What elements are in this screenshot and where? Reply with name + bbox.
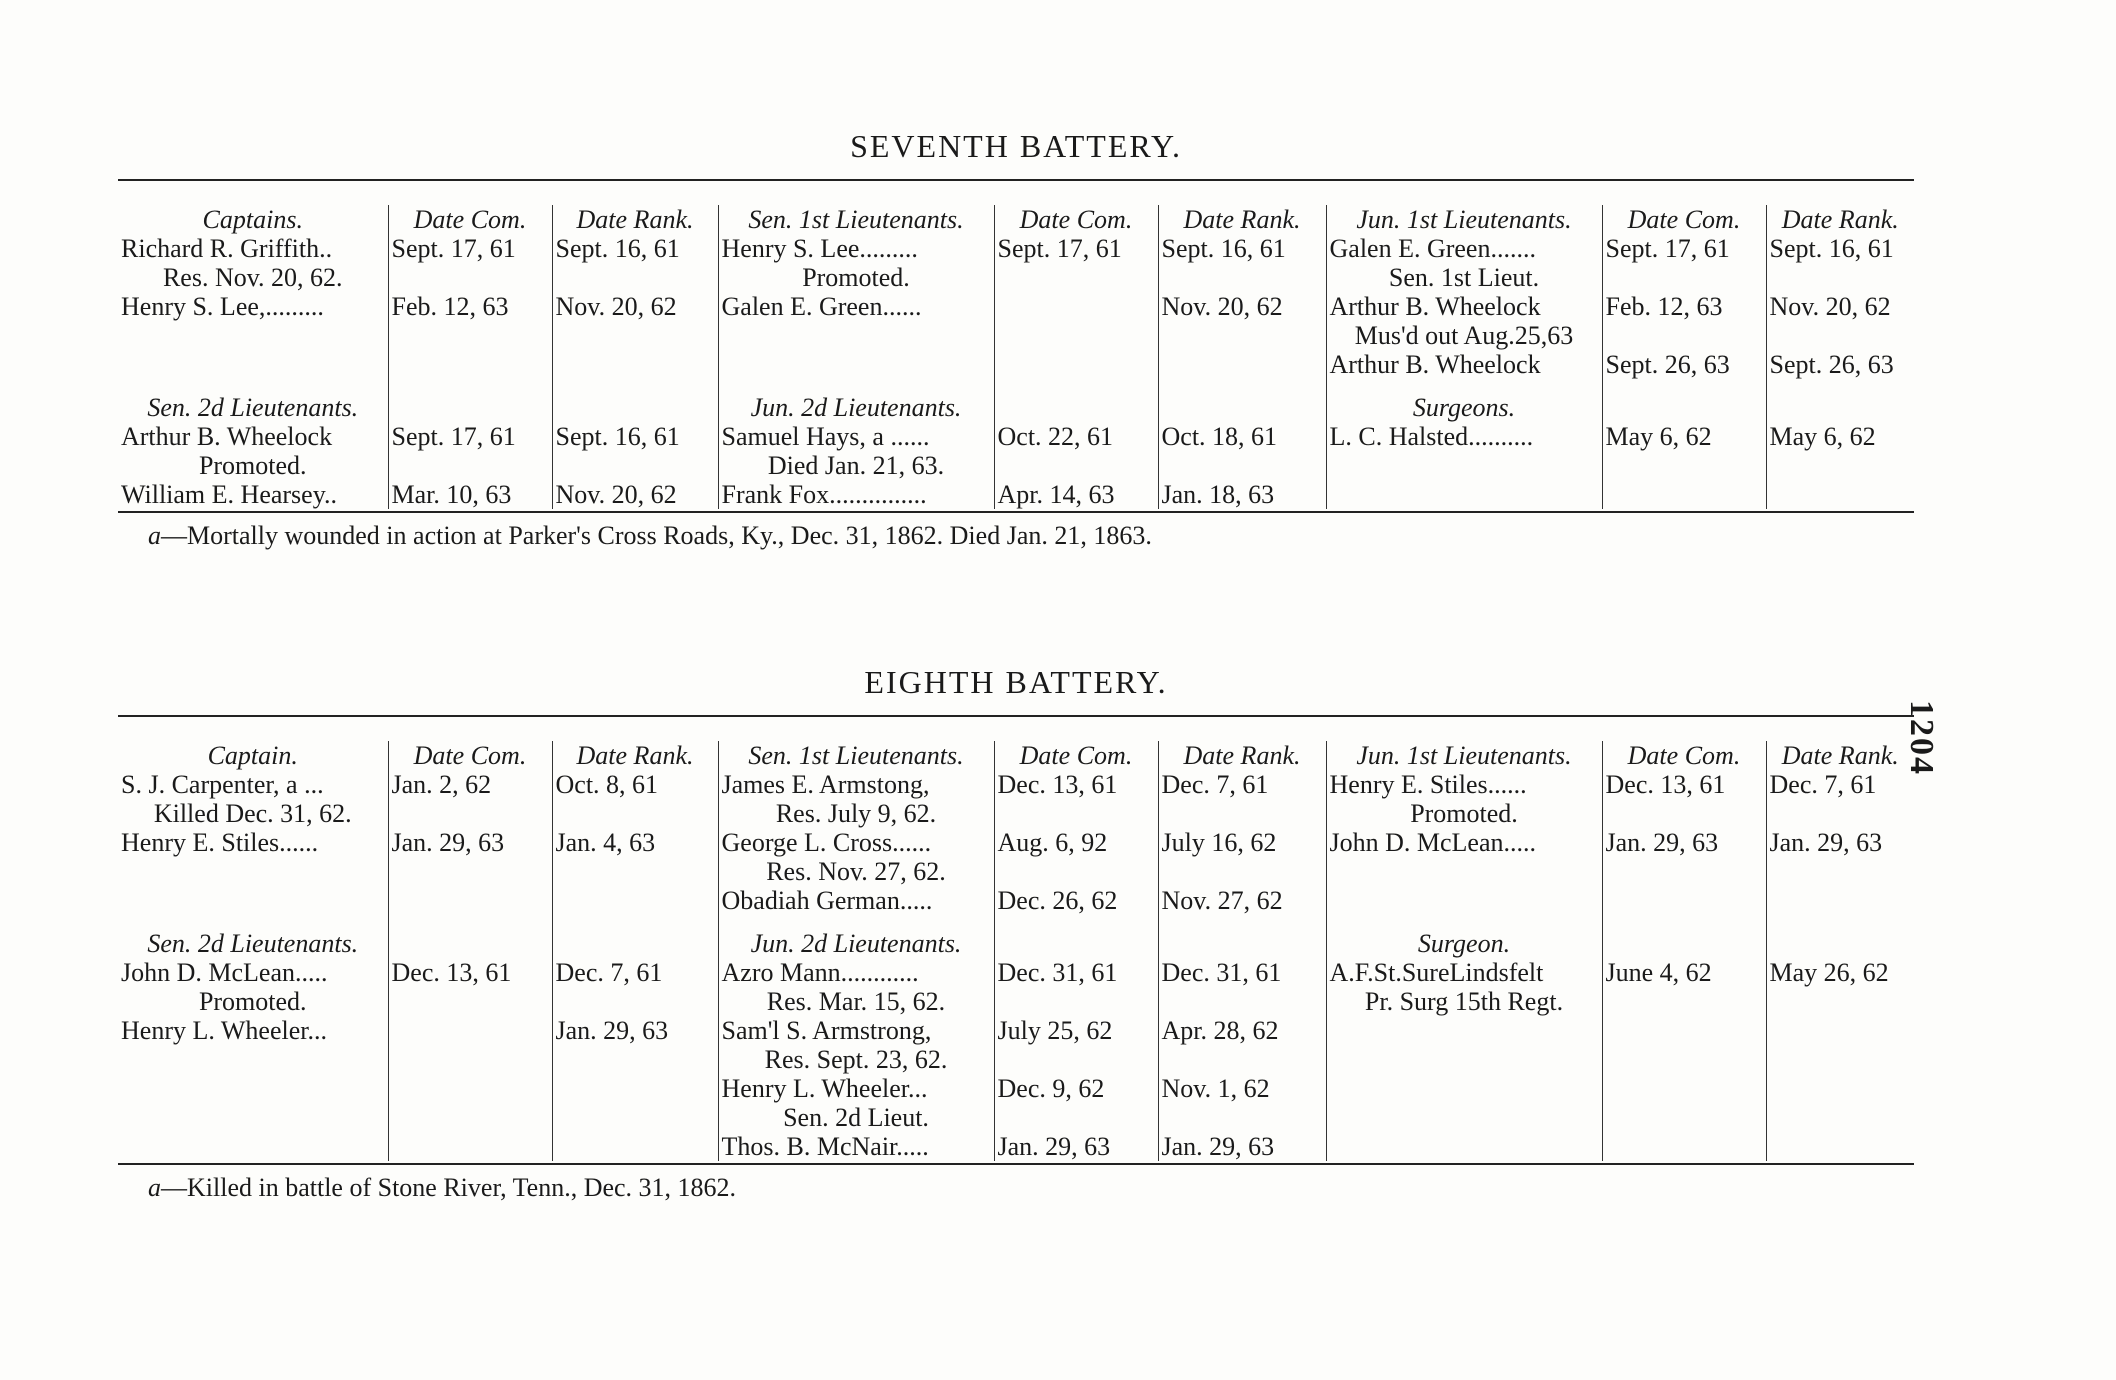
date-cell (1602, 1045, 1766, 1074)
column-header: Jun. 1st Lieutenants. (1326, 205, 1602, 234)
date-cell: Sept. 26, 63 (1766, 350, 1914, 379)
officer-cell (1326, 1103, 1602, 1132)
spacer-cell (994, 915, 1158, 929)
date-cell (1602, 480, 1766, 509)
officer-cell: Pr. Surg 15th Regt. (1326, 987, 1602, 1016)
date-cell (552, 886, 718, 915)
date-cell (1766, 1132, 1914, 1161)
date-cell (1602, 987, 1766, 1016)
column-header (994, 393, 1158, 422)
roster-table (118, 741, 1914, 1161)
page-number: 1204 (1903, 700, 1940, 776)
date-cell (552, 1074, 718, 1103)
officer-cell: Arthur B. Wheelock (1326, 350, 1602, 379)
officer-cell: Thos. B. McNair..... (718, 1132, 994, 1161)
spacer-cell (1158, 915, 1326, 929)
date-cell: Sept. 26, 63 (1602, 350, 1766, 379)
spacer-cell (1158, 379, 1326, 393)
date-cell: Dec. 31, 61 (994, 958, 1158, 987)
date-cell (994, 1045, 1158, 1074)
section-title: EIGHTH BATTERY. (864, 664, 1168, 700)
officer-cell: Killed Dec. 31, 62. (153, 799, 352, 828)
date-cell (388, 857, 552, 886)
column-header: Sen. 1st Lieutenants. (718, 205, 994, 234)
date-cell (1158, 451, 1326, 480)
officer-cell: Sen. 2d Lieut. (718, 1103, 994, 1132)
bottom-rule (118, 1163, 1914, 1165)
table-row (118, 987, 1914, 1016)
officer-cell: Azro Mann............ (718, 958, 994, 987)
footnote-letter: a (148, 521, 161, 550)
bottom-rule (118, 511, 1914, 513)
table-row (118, 799, 1914, 828)
officer-cell: Henry S. Lee,......... (121, 292, 324, 321)
officer-cell (1326, 886, 1602, 915)
date-cell: Dec. 7, 61 (1158, 770, 1326, 799)
column-header: Surgeon. (1326, 929, 1602, 958)
date-cell (1158, 1045, 1326, 1074)
date-cell (994, 1103, 1158, 1132)
table-row (118, 292, 1914, 321)
top-rule (118, 715, 1914, 717)
footnote-letter: a (148, 1173, 161, 1202)
column-header: Jun. 2d Lieutenants. (718, 929, 994, 958)
spacer-cell (1766, 915, 1914, 929)
officer-cell: Res. July 9, 62. (718, 799, 994, 828)
date-cell (1766, 1016, 1914, 1045)
date-cell: Sept. 16, 61 (1766, 234, 1914, 263)
officer-cell (118, 1045, 388, 1074)
column-header: Date Rank. (1766, 741, 1914, 770)
officer-cell: Henry E. Stiles...... (121, 828, 319, 857)
date-cell (1602, 451, 1766, 480)
spacer-cell (718, 915, 994, 929)
table-row (118, 234, 1914, 263)
column-header (1602, 393, 1766, 422)
date-cell: Aug. 6, 92 (994, 828, 1158, 857)
date-cell (1766, 799, 1914, 828)
column-header: Date Rank. (1766, 205, 1914, 234)
officer-cell (1326, 1074, 1602, 1103)
date-cell: Sept. 17, 61 (1602, 234, 1766, 263)
column-header (1158, 929, 1326, 958)
table-row (118, 422, 1914, 451)
date-cell: Sept. 17, 61 (388, 422, 552, 451)
officer-cell: James E. Armstong, (718, 770, 994, 799)
officer-cell: Sam'l S. Armstrong, (718, 1016, 994, 1045)
date-cell: Jan. 29, 63 (994, 1132, 1158, 1161)
officer-cell: Res. Mar. 15, 62. (718, 987, 994, 1016)
spacer-cell (718, 379, 994, 393)
date-cell: Jan. 29, 63 (1602, 828, 1766, 857)
date-cell: Jan. 2, 62 (388, 770, 552, 799)
date-cell: June 4, 62 (1602, 958, 1766, 987)
date-cell (1602, 1132, 1766, 1161)
date-cell (1766, 1074, 1914, 1103)
date-cell (1766, 451, 1914, 480)
spacer-cell (1766, 379, 1914, 393)
officer-cell: Promoted. (198, 451, 307, 480)
officer-cell (1326, 451, 1602, 480)
date-cell: Jan. 4, 63 (552, 828, 718, 857)
officer-cell: Sen. 1st Lieut. (1326, 263, 1602, 292)
date-cell: Sept. 17, 61 (994, 234, 1158, 263)
officer-cell (1326, 1045, 1602, 1074)
date-cell (388, 799, 552, 828)
column-header (388, 929, 552, 958)
date-cell (1158, 263, 1326, 292)
officer-cell: Galen E. Green...... (718, 292, 994, 321)
officer-cell: Henry L. Wheeler... (121, 1016, 327, 1045)
date-cell (994, 799, 1158, 828)
date-cell: Mar. 10, 63 (388, 480, 552, 509)
officer-cell (718, 350, 994, 379)
seventh-battery-section (118, 128, 1914, 551)
date-cell: Jan. 29, 63 (1158, 1132, 1326, 1161)
date-cell: Oct. 8, 61 (552, 770, 718, 799)
date-cell (388, 350, 552, 379)
spacer-cell (118, 379, 388, 393)
table-row (118, 770, 1914, 799)
table-row (118, 828, 1914, 857)
officer-cell: John D. McLean..... (1326, 828, 1602, 857)
date-cell: Jan. 18, 63 (1158, 480, 1326, 509)
header-row (118, 741, 1914, 770)
date-cell (994, 292, 1158, 321)
column-header: Date Rank. (552, 741, 718, 770)
date-cell: Dec. 31, 61 (1158, 958, 1326, 987)
officer-cell (1326, 480, 1602, 509)
date-cell (1766, 857, 1914, 886)
date-cell: Feb. 12, 63 (1602, 292, 1766, 321)
date-cell (552, 263, 718, 292)
officer-cell: Arthur B. Wheelock (121, 422, 333, 451)
date-cell (1602, 1074, 1766, 1103)
date-cell: Nov. 20, 62 (552, 292, 718, 321)
date-cell (1766, 480, 1914, 509)
date-cell: Apr. 28, 62 (1158, 1016, 1326, 1045)
date-cell: May 6, 62 (1766, 422, 1914, 451)
column-header (1766, 929, 1914, 958)
column-header: Jun. 2d Lieutenants. (718, 393, 994, 422)
officer-cell (118, 350, 388, 379)
date-cell (388, 451, 552, 480)
date-cell (1158, 799, 1326, 828)
footnote-text: —Killed in battle of Stone River, Tenn., Dec. 31, 1862. (161, 1173, 737, 1202)
date-cell (388, 263, 552, 292)
officer-cell (118, 886, 388, 915)
column-header: Jun. 1st Lieutenants. (1326, 741, 1602, 770)
column-header: Date Rank. (1158, 741, 1326, 770)
officer-cell: Henry L. Wheeler... (718, 1074, 994, 1103)
column-header (1766, 393, 1914, 422)
column-header: Date Com. (1602, 741, 1766, 770)
officer-cell: Promoted. (718, 263, 994, 292)
date-cell: May 26, 62 (1766, 958, 1914, 987)
column-header: Sen. 2d Lieutenants. (147, 929, 359, 958)
officer-cell: S. J. Carpenter, a ... (121, 770, 324, 799)
footnote-text: —Mortally wounded in action at Parker's Cross Roads, Ky., Dec. 31, 1862. Died Jan. 21, 1863. (161, 521, 1152, 550)
date-cell: Sept. 17, 61 (388, 234, 552, 263)
column-header: Date Com. (1602, 205, 1766, 234)
date-cell: Jan. 29, 63 (552, 1016, 718, 1045)
table-row (118, 263, 1914, 292)
date-cell (1602, 799, 1766, 828)
officer-cell (118, 321, 388, 350)
column-header: Date Com. (994, 741, 1158, 770)
spacer-cell (118, 915, 388, 929)
officer-cell: Res. Nov. 27, 62. (718, 857, 994, 886)
column-header: Sen. 2d Lieutenants. (147, 393, 359, 422)
date-cell: Oct. 22, 61 (994, 422, 1158, 451)
date-cell (1602, 263, 1766, 292)
date-cell (1158, 321, 1326, 350)
spacer-cell (1326, 915, 1602, 929)
spacer-cell (994, 379, 1158, 393)
table-row (118, 886, 1914, 915)
officer-cell (718, 321, 994, 350)
footnote (118, 1173, 1914, 1203)
date-cell (1766, 1045, 1914, 1074)
officer-cell: William E. Hearsey.. (121, 480, 338, 509)
date-cell (1158, 987, 1326, 1016)
date-cell (552, 451, 718, 480)
date-cell: Apr. 14, 63 (994, 480, 1158, 509)
officer-cell: Obadiah German..... (718, 886, 994, 915)
table-row (118, 958, 1914, 987)
subheader-row (118, 929, 1914, 958)
table-row (118, 480, 1914, 509)
spacer-row (118, 379, 1914, 393)
officer-cell: Died Jan. 21, 63. (718, 451, 994, 480)
column-header: Captains. (202, 205, 303, 234)
date-cell (1766, 1103, 1914, 1132)
date-cell (552, 1045, 718, 1074)
date-cell (994, 987, 1158, 1016)
date-cell (994, 321, 1158, 350)
officer-cell: Mus'd out Aug.25,63 (1326, 321, 1602, 350)
date-cell: Oct. 18, 61 (1158, 422, 1326, 451)
table-row (118, 1016, 1914, 1045)
date-cell: Nov. 20, 62 (1158, 292, 1326, 321)
officer-cell: Arthur B. Wheelock (1326, 292, 1602, 321)
date-cell (388, 321, 552, 350)
column-header: Date Rank. (552, 205, 718, 234)
date-cell: Feb. 12, 63 (388, 292, 552, 321)
top-rule (118, 179, 1914, 181)
column-header (388, 393, 552, 422)
table-row (118, 321, 1914, 350)
date-cell: Dec. 13, 61 (388, 958, 552, 987)
officer-cell: Frank Fox............... (718, 480, 994, 509)
officer-cell: A.F.St.SureLindsfelt (1326, 958, 1602, 987)
date-cell: July 25, 62 (994, 1016, 1158, 1045)
column-header: Sen. 1st Lieutenants. (718, 741, 994, 770)
column-header: Date Com. (388, 205, 552, 234)
officer-cell: John D. McLean..... (121, 958, 328, 987)
table-row (118, 1074, 1914, 1103)
column-header: Captain. (207, 741, 298, 770)
column-header: Date Com. (994, 205, 1158, 234)
date-cell: Sept. 16, 61 (552, 422, 718, 451)
column-header (552, 393, 718, 422)
date-cell (552, 321, 718, 350)
column-header (1158, 393, 1326, 422)
date-cell: Jan. 29, 63 (388, 828, 552, 857)
officer-cell (118, 857, 388, 886)
date-cell: Dec. 26, 62 (994, 886, 1158, 915)
date-cell (1602, 1016, 1766, 1045)
officer-cell: Res. Nov. 20, 62. (162, 263, 343, 292)
section-title: SEVENTH BATTERY. (850, 128, 1182, 164)
date-cell (388, 987, 552, 1016)
officer-cell: Henry S. Lee......... (718, 234, 994, 263)
date-cell: Dec. 7, 61 (1766, 770, 1914, 799)
date-cell: Sept. 16, 61 (1158, 234, 1326, 263)
date-cell: Sept. 16, 61 (552, 234, 718, 263)
spacer-row (118, 915, 1914, 929)
date-cell (1602, 1103, 1766, 1132)
table-row (118, 1045, 1914, 1074)
officer-cell: Samuel Hays, a ...... (718, 422, 994, 451)
date-cell (552, 1103, 718, 1132)
date-cell: Nov. 1, 62 (1158, 1074, 1326, 1103)
spacer-cell (552, 379, 718, 393)
date-cell (1602, 857, 1766, 886)
table-row (118, 1103, 1914, 1132)
spacer-cell (552, 915, 718, 929)
date-cell (552, 350, 718, 379)
officer-cell: Res. Sept. 23, 62. (718, 1045, 994, 1074)
date-cell: May 6, 62 (1602, 422, 1766, 451)
date-cell (994, 857, 1158, 886)
date-cell (994, 451, 1158, 480)
officer-cell: Promoted. (198, 987, 307, 1016)
date-cell (1766, 263, 1914, 292)
date-cell (994, 263, 1158, 292)
date-cell: Nov. 20, 62 (1766, 292, 1914, 321)
officer-cell: George L. Cross...... (718, 828, 994, 857)
date-cell (388, 1016, 552, 1045)
column-header (1602, 929, 1766, 958)
date-cell (1602, 321, 1766, 350)
table-row (118, 857, 1914, 886)
officer-cell (118, 1103, 388, 1132)
date-cell: Dec. 9, 62 (994, 1074, 1158, 1103)
officer-cell (1326, 1132, 1602, 1161)
spacer-cell (388, 915, 552, 929)
date-cell (388, 1074, 552, 1103)
column-header: Date Rank. (1158, 205, 1326, 234)
officer-cell (1326, 1016, 1602, 1045)
date-cell (1158, 857, 1326, 886)
date-cell (1602, 886, 1766, 915)
officer-cell (118, 1074, 388, 1103)
table-row (118, 350, 1914, 379)
footnote (118, 521, 1914, 551)
officer-cell: L. C. Halsted.......... (1326, 422, 1602, 451)
date-cell: Dec. 13, 61 (1602, 770, 1766, 799)
column-header: Date Com. (388, 741, 552, 770)
date-cell (1158, 350, 1326, 379)
date-cell (388, 1132, 552, 1161)
date-cell (994, 350, 1158, 379)
date-cell (552, 987, 718, 1016)
date-cell (552, 799, 718, 828)
column-header: Surgeons. (1326, 393, 1602, 422)
spacer-cell (1602, 915, 1766, 929)
date-cell (1766, 321, 1914, 350)
roster-table (118, 205, 1914, 509)
date-cell (388, 1103, 552, 1132)
date-cell: Dec. 7, 61 (552, 958, 718, 987)
officer-cell: Richard R. Griffith.. (121, 234, 333, 263)
date-cell (552, 1132, 718, 1161)
column-header (552, 929, 718, 958)
date-cell: Nov. 20, 62 (552, 480, 718, 509)
officer-cell: Henry E. Stiles...... (1326, 770, 1602, 799)
date-cell (388, 886, 552, 915)
date-cell (388, 1045, 552, 1074)
officer-cell (118, 1132, 388, 1161)
date-cell (1766, 886, 1914, 915)
table-row (118, 1132, 1914, 1161)
date-cell: Dec. 13, 61 (994, 770, 1158, 799)
officer-cell: Galen E. Green....... (1326, 234, 1602, 263)
date-cell (552, 857, 718, 886)
officer-cell: Promoted. (1326, 799, 1602, 828)
spacer-cell (1326, 379, 1602, 393)
eighth-battery-section (118, 664, 1914, 1203)
spacer-cell (388, 379, 552, 393)
date-cell (1158, 1103, 1326, 1132)
header-row (118, 205, 1914, 234)
officer-cell (1326, 857, 1602, 886)
date-cell: July 16, 62 (1158, 828, 1326, 857)
date-cell: Nov. 27, 62 (1158, 886, 1326, 915)
table-row (118, 451, 1914, 480)
date-cell: Jan. 29, 63 (1766, 828, 1914, 857)
column-header (994, 929, 1158, 958)
subheader-row (118, 393, 1914, 422)
date-cell (1766, 987, 1914, 1016)
spacer-cell (1602, 379, 1766, 393)
